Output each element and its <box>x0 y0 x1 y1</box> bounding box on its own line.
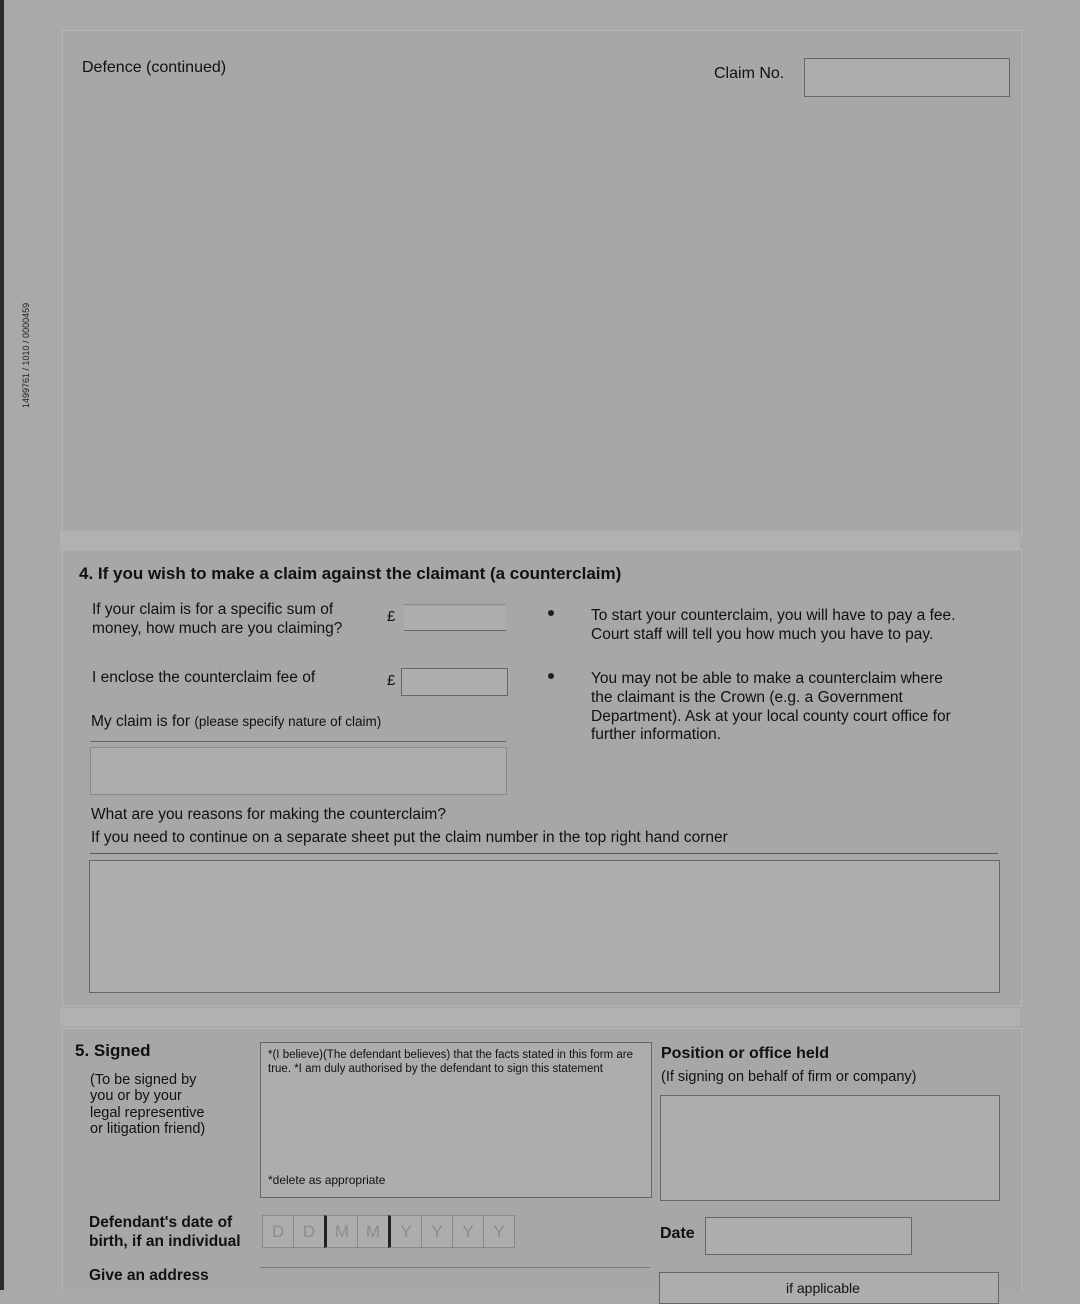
dob-year-3[interactable]: Y <box>452 1215 483 1248</box>
fee-field[interactable] <box>401 668 508 696</box>
signed-heading: 5. Signed <box>75 1041 151 1060</box>
dob-year-1[interactable]: Y <box>388 1215 421 1248</box>
signed-note-line3: legal representive <box>90 1105 205 1121</box>
position-field[interactable] <box>660 1095 1000 1201</box>
fee-note-line1: To start your counterclaim, you will have to pay a fee. <box>591 607 956 624</box>
section-divider-2 <box>60 1008 1020 1026</box>
claim-for-label <box>91 713 381 731</box>
claim-for-field[interactable] <box>90 747 507 795</box>
crown-note-line3: Department). Ask at your local county court office for <box>591 708 951 725</box>
fee-note-line2: Court staff will tell you how much you have to pay. <box>591 626 934 643</box>
page-title: Defence (continued) <box>82 59 227 76</box>
position-hint: (If signing on behalf of firm or company) <box>661 1069 917 1085</box>
sum-question-line2: money, how much are you claiming? <box>92 620 343 637</box>
claim-no-field[interactable] <box>804 58 1010 97</box>
dob-field[interactable] <box>262 1215 515 1248</box>
dob-year-2[interactable]: Y <box>421 1215 452 1248</box>
claim-for-hint: (please specify nature of claim) <box>194 714 382 729</box>
bullet-2 <box>548 673 554 679</box>
scan-edge <box>0 0 4 1290</box>
sum-top-line <box>404 604 506 605</box>
reasons-field[interactable] <box>89 860 1000 993</box>
address-rule <box>260 1267 650 1268</box>
dob-month-1[interactable]: M <box>324 1215 357 1248</box>
reasons-label: What are you reasons for making the counterclaim? <box>91 806 446 823</box>
dob-month-2[interactable]: M <box>357 1215 388 1248</box>
section-divider <box>60 531 1020 549</box>
dob-label-line2: birth, if an individual <box>89 1233 241 1250</box>
form-reference-code: 1499761 / 1010 / 0000459 <box>21 302 31 408</box>
dob-label-line1: Defendant's date of <box>89 1214 233 1231</box>
dob-year-4[interactable]: Y <box>483 1215 515 1248</box>
reasons-rule <box>90 853 998 854</box>
signed-note-line4: or litigation friend) <box>90 1121 206 1137</box>
pound-sign-fee: £ <box>387 672 396 689</box>
claim-no-label: Claim No. <box>714 65 785 82</box>
pound-sign: £ <box>387 608 396 625</box>
crown-note-line4: further information. <box>591 726 722 743</box>
enclose-fee-label: I enclose the counterclaim fee of <box>92 669 316 686</box>
counterclaim-heading: 4. If you wish to make a claim against the claimant (a counterclaim) <box>79 564 622 583</box>
statement-of-truth: *(I believe)(The defendant believes) that the facts stated in this form are true. *I am duly authorised by the defendant to sign this statement <box>268 1049 633 1075</box>
dob-day-2[interactable]: D <box>293 1215 324 1248</box>
address-label: Give an address <box>89 1267 209 1284</box>
crown-note-line1: You may not be able to make a counterclaim where <box>591 670 943 687</box>
signed-note-line1: (To be signed by <box>90 1072 197 1088</box>
claim-for-rule <box>90 741 506 742</box>
bullet-1 <box>548 610 554 616</box>
crown-note-line2: the claimant is the Crown (e.g. a Government <box>591 689 903 706</box>
dob-day-1[interactable]: D <box>262 1215 293 1248</box>
if-applicable-label: if applicable <box>786 1280 860 1296</box>
date-label: Date <box>660 1225 695 1242</box>
defence-panel <box>62 30 1022 537</box>
sum-claimed-field[interactable] <box>404 606 506 631</box>
delete-note: *delete as appropriate <box>268 1173 386 1187</box>
signed-note-line2: you or by your <box>90 1088 182 1104</box>
position-label: Position or office held <box>661 1045 830 1062</box>
sum-question-line1: If your claim is for a specific sum of <box>92 601 334 618</box>
claim-for-text: My claim is for <box>91 713 191 730</box>
reasons-hint: If you need to continue on a separate sheet put the claim number in the top right hand corner <box>91 829 728 846</box>
date-field[interactable] <box>705 1217 912 1255</box>
